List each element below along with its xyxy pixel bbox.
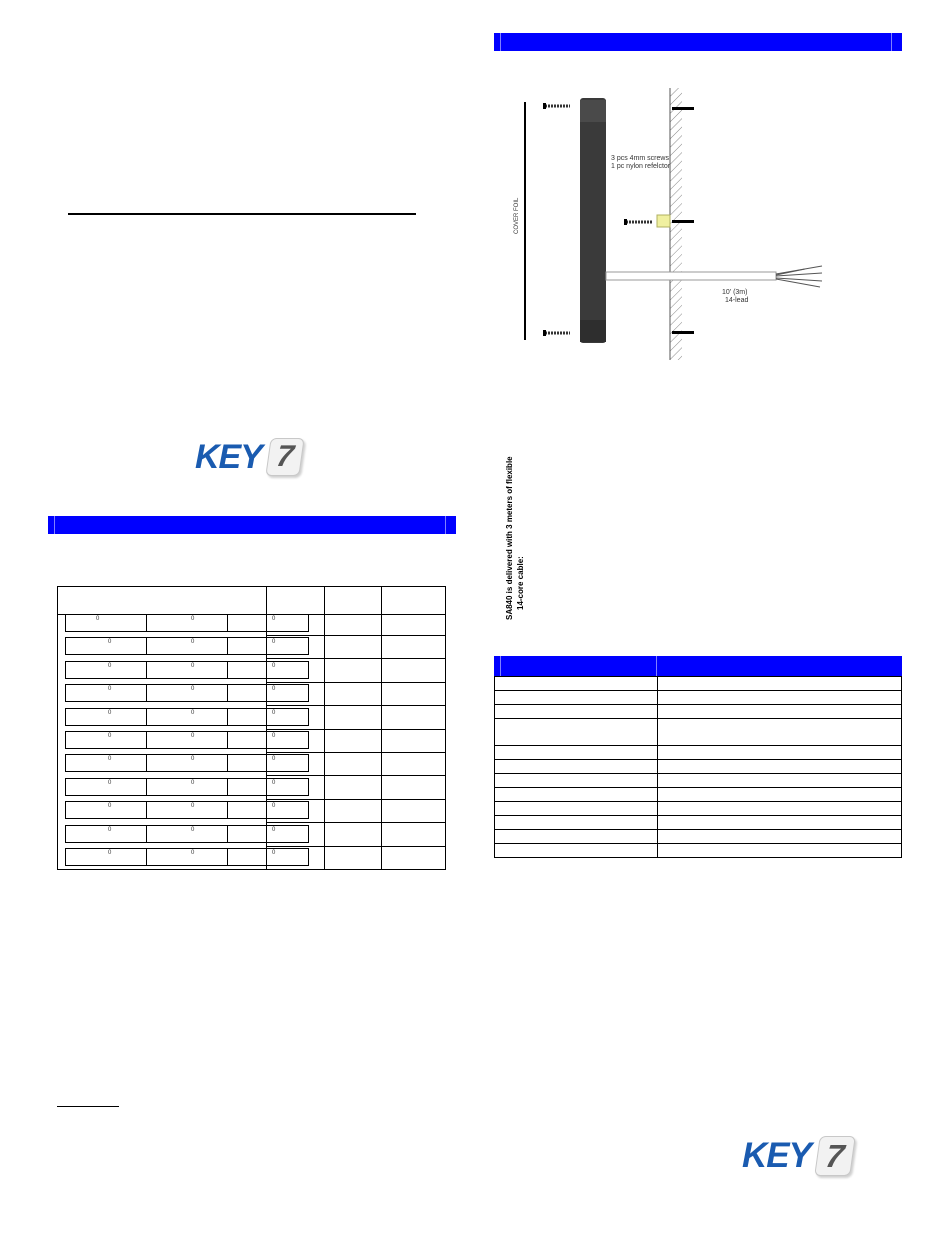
code-row: [65, 661, 309, 679]
code-digit-cell: [66, 755, 147, 771]
logo-number: 7: [274, 440, 296, 473]
code-digit-cell: [228, 709, 308, 725]
code-digit-cell: [147, 662, 228, 678]
screw-icon: [624, 219, 652, 225]
code-digit-cell: [228, 849, 308, 865]
digit-mark: 0: [272, 826, 276, 833]
digit-mark: 0: [191, 616, 195, 622]
code-row: [65, 684, 309, 702]
codes-table-divider: [266, 729, 323, 730]
code-digit-cell: [228, 755, 308, 771]
codes-table-divider: [323, 752, 446, 753]
cable: [606, 272, 776, 280]
code-digit-cell: [66, 732, 147, 748]
spec-row: [495, 774, 902, 788]
spec-row: [495, 802, 902, 816]
spec-name-cell: [495, 691, 658, 705]
digit-mark: 0: [191, 779, 195, 786]
codes-table-divider: [266, 846, 323, 847]
digit-mark: 0: [108, 803, 112, 810]
spec-name-cell: [495, 719, 658, 746]
code-digit-cell: [147, 615, 228, 631]
spec-name-cell: [495, 816, 658, 830]
code-digit-cell: [228, 662, 308, 678]
code-digit-cell: [228, 615, 308, 631]
screw-icon: [543, 330, 570, 336]
cable-wires: [776, 266, 822, 287]
codes-table-divider: [323, 799, 446, 800]
code-row: [65, 731, 309, 749]
spec-name-cell: [495, 677, 658, 691]
nylon-reflector: [657, 215, 670, 227]
digit-mark: 0: [191, 733, 195, 739]
code-digit-cell: [66, 662, 147, 678]
code-digit-cell: [66, 849, 147, 865]
spec-value-cell: [658, 746, 902, 760]
codes-table-divider: [323, 682, 446, 683]
digit-mark: 0: [191, 639, 195, 646]
digit-mark: 0: [191, 850, 195, 856]
cable-note-line1: SA840 is delivered with 3 meters of flexible: [505, 456, 514, 620]
code-digit-cell: [147, 709, 228, 725]
cable-label-line1: 10' (3m): [722, 289, 748, 296]
key7-logo-footer: [742, 1134, 853, 1178]
spec-name-cell: [495, 705, 658, 719]
digit-mark: 0: [272, 639, 276, 646]
code-row: [65, 614, 309, 632]
mounting-diagram: [500, 88, 840, 370]
digit-mark: 0: [272, 756, 276, 763]
spec-row: [495, 844, 902, 858]
code-row: [65, 825, 309, 843]
digit-mark: 0: [191, 686, 195, 693]
spec-value-cell: [658, 705, 902, 719]
screws-label-line2: 1 pc nylon refelctor: [611, 163, 671, 170]
logo-number: 7: [823, 1137, 847, 1174]
spec-name-cell: [495, 760, 658, 774]
digit-mark: 0: [191, 756, 195, 763]
logo-number-tile: [265, 438, 304, 476]
code-digit-cell: [147, 755, 228, 771]
spec-value-cell: [658, 691, 902, 705]
digit-mark: 0: [108, 662, 112, 669]
spec-name-cell: [495, 788, 658, 802]
spec-name-cell: [495, 774, 658, 788]
digit-mark: 0: [191, 826, 195, 833]
digit-mark: 0: [108, 686, 112, 693]
codes-table-divider: [323, 846, 446, 847]
spec-row: [495, 816, 902, 830]
cable-label-line2: 14-lead: [725, 297, 749, 304]
logo-word: KEY: [742, 1136, 811, 1175]
digit-mark: 0: [272, 850, 276, 856]
code-row: [65, 848, 309, 866]
spec-value-cell: [658, 760, 902, 774]
code-row: [65, 801, 309, 819]
codes-table-divider: [323, 775, 446, 776]
cable-note: [504, 456, 526, 620]
screw-icon: [543, 103, 570, 109]
codes-table-divider: [266, 799, 323, 800]
cover-foil-label: COVER FOIL: [514, 197, 520, 234]
spec-name-cell: [495, 746, 658, 760]
digit-mark: 0: [272, 733, 276, 739]
code-digit-cell: [147, 779, 228, 795]
spec-value-cell: [658, 816, 902, 830]
codes-table-divider: [266, 705, 323, 706]
digit-mark: 0: [191, 803, 195, 810]
digit-mark: 0: [96, 616, 100, 622]
spec-row: [495, 746, 902, 760]
digit-mark: 0: [272, 616, 276, 622]
codes-table-divider: [323, 705, 446, 706]
section-bar-installation: [494, 33, 902, 51]
code-digit-cell: [228, 638, 308, 654]
code-digit-cell: [66, 802, 147, 818]
codes-table-divider: [266, 635, 323, 636]
code-digit-cell: [66, 615, 147, 631]
codes-table-divider: [266, 775, 323, 776]
cable-note-line2: 14-core cable:: [516, 556, 525, 610]
code-digit-cell: [147, 685, 228, 701]
section-bar-codes: [48, 516, 456, 534]
spec-name-cell: [495, 830, 658, 844]
code-digit-cell: [147, 826, 228, 842]
digit-mark: 0: [108, 756, 112, 763]
spec-row: [495, 788, 902, 802]
code-digit-cell: [147, 849, 228, 865]
codes-table-divider: [266, 682, 323, 683]
code-row: [65, 778, 309, 796]
code-digit-cell: [66, 826, 147, 842]
code-digit-cell: [228, 685, 308, 701]
code-digit-cell: [228, 802, 308, 818]
digit-mark: 0: [272, 779, 276, 786]
horizontal-rule: [68, 213, 416, 215]
code-digit-cell: [66, 685, 147, 701]
spec-row: [495, 677, 902, 691]
code-digit-cell: [66, 638, 147, 654]
digit-mark: 0: [108, 733, 112, 739]
specs-table: [494, 656, 902, 858]
code-digit-cell: [66, 779, 147, 795]
digit-mark: 0: [108, 779, 112, 786]
codes-table-divider: [323, 822, 446, 823]
codes-table-divider: [266, 869, 323, 870]
digit-mark: 0: [272, 709, 276, 716]
code-digit-cell: [228, 779, 308, 795]
code-digit-cell: [147, 732, 228, 748]
codes-table-divider: [323, 635, 446, 636]
logo-number-tile: [814, 1136, 856, 1176]
digit-mark: 0: [108, 639, 112, 646]
spec-value-cell: [658, 844, 902, 858]
digit-mark: 0: [108, 709, 112, 716]
wall: [670, 88, 682, 360]
spec-value-cell: [658, 677, 902, 691]
reader-body: [580, 98, 606, 343]
digit-mark: 0: [272, 803, 276, 810]
spec-row: [495, 760, 902, 774]
spec-value-cell: [658, 802, 902, 816]
code-digit-cell: [228, 732, 308, 748]
digit-mark: 0: [272, 662, 276, 669]
spec-value-cell: [658, 774, 902, 788]
digit-mark: 0: [108, 850, 112, 856]
code-row: [65, 637, 309, 655]
code-digit-cell: [66, 709, 147, 725]
spec-row: [495, 830, 902, 844]
code-digit-cell: [147, 638, 228, 654]
spec-value-cell: [658, 830, 902, 844]
codes-table-divider: [266, 822, 323, 823]
footnote-rule: [57, 1106, 119, 1107]
code-digit-cell: [147, 802, 228, 818]
codes-table-divider: [266, 752, 323, 753]
screws-label-line1: 3 pcs 4mm screws: [611, 155, 669, 162]
codes-table-divider: [323, 869, 446, 870]
specs-table-header: [494, 656, 902, 676]
logo-word: KEY: [195, 437, 262, 476]
digit-mark: 0: [108, 826, 112, 833]
spec-value-cell: [658, 719, 902, 746]
digit-mark: 0: [272, 686, 276, 693]
code-row: [65, 708, 309, 726]
spec-row: [495, 705, 902, 719]
spec-name-cell: [495, 802, 658, 816]
digit-mark: 0: [191, 709, 195, 716]
spec-value-cell: [658, 788, 902, 802]
spec-row: [495, 719, 902, 746]
spec-name-cell: [495, 844, 658, 858]
codes-table-divider: [323, 658, 446, 659]
code-row: [65, 754, 309, 772]
codes-table-divider: [323, 729, 446, 730]
code-digit-cell: [228, 826, 308, 842]
spec-row: [495, 691, 902, 705]
codes-table-divider: [266, 658, 323, 659]
digit-mark: 0: [191, 662, 195, 669]
key7-logo: [195, 436, 302, 478]
